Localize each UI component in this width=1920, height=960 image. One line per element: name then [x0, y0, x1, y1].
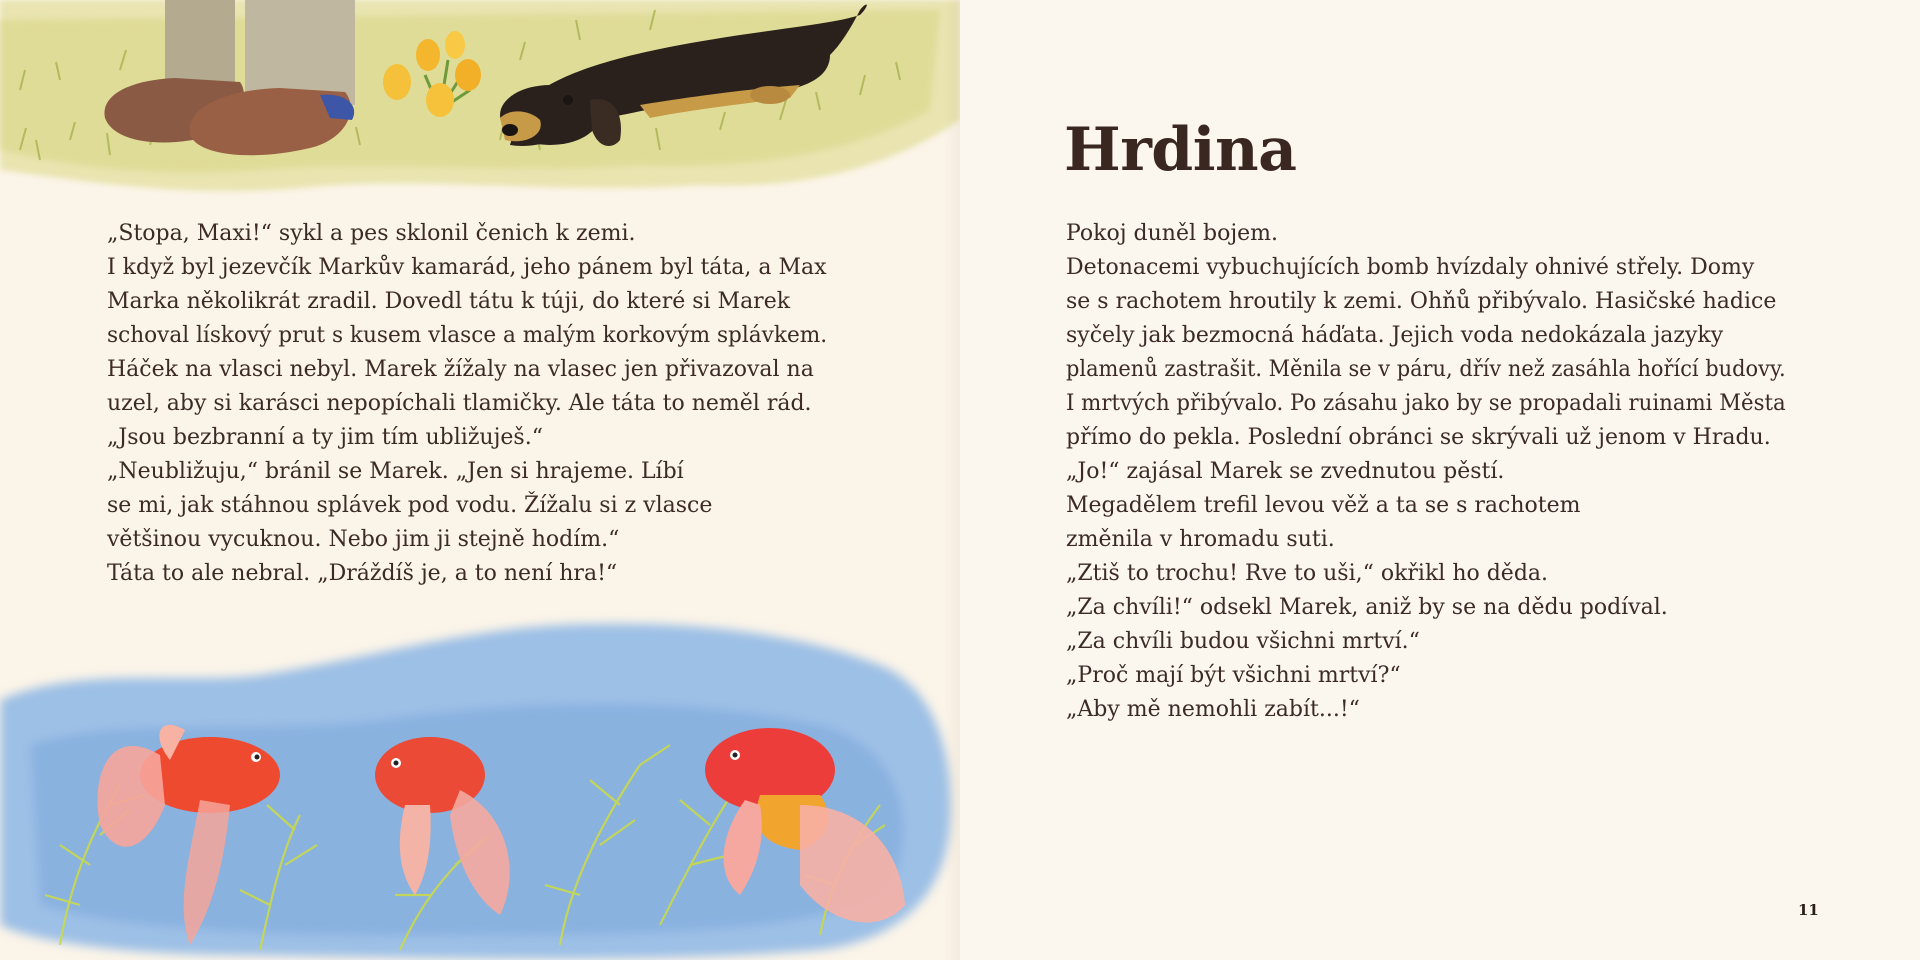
page-number: 11	[1798, 901, 1819, 919]
meadow-dog-illustration	[0, 0, 960, 200]
text-line: se s rachotem hroutily k zemi. Ohňů přibývalo. Hasičské hadice	[1066, 289, 1777, 314]
text-line: „Neubližuju,“ bránil se Marek. „Jen si hrajeme. Líbí	[107, 459, 684, 484]
right-page	[960, 0, 1920, 960]
text-line: „Proč mají být všichni mrtví?“	[1066, 663, 1401, 688]
text-line: změnila v hromadu suti.	[1066, 527, 1335, 552]
text-line: „Ztiš to trochu! Rve to uši,“ okřikl ho děda.	[1066, 561, 1549, 586]
text-line: Detonacemi vybuchujících bomb hvízdaly ohnivé střely. Domy	[1066, 255, 1755, 280]
text-line: schoval lískový prut s kusem vlasce a malým korkovým splávkem.	[107, 323, 828, 348]
text-line: Táta to ale nebral. „Dráždíš je, a to není hra!“	[107, 561, 618, 586]
text-line: I mrtvých přibývalo. Po zásahu jako by se propadali ruinami Města	[1066, 391, 1786, 416]
text-line: I když byl jezevčík Markův kamarád, jeho pánem byl táta, a Max	[107, 255, 827, 280]
text-line: uzel, aby si karásci nepopíchali tlamičky. Ale táta to neměl rád.	[107, 391, 812, 416]
text-line: Megadělem trefil levou věž a ta se s rachotem	[1066, 493, 1581, 518]
text-line: syčely jak bezmocná háďata. Jejich voda nedokázala jazyky	[1066, 323, 1724, 348]
text-line: Marka několikrát zradil. Dovedl tátu k túji, do které si Marek	[107, 289, 791, 314]
goldfish-pond-illustration	[0, 605, 960, 960]
right-page-text	[1066, 217, 1823, 727]
chapter-title: Hrdina	[1064, 115, 1297, 185]
text-line: Pokoj duněl bojem.	[1066, 221, 1279, 246]
text-line: „Jsou bezbranní a ty jim tím ubližuješ.“	[107, 425, 543, 450]
text-line: se mi, jak stáhnou splávek pod vodu. Žížalu si z vlasce	[107, 493, 713, 518]
text-line: většinou vycuknou. Nebo jim ji stejně hodím.“	[107, 527, 620, 552]
text-line: „Stopa, Maxi!“ sykl a pes sklonil čenich k zemi.	[107, 221, 636, 246]
left-page-text	[107, 217, 840, 591]
text-line: přímo do pekla. Poslední obránci se skrývali už jenom v Hradu.	[1066, 425, 1771, 450]
text-line: „Za chvíli!“ odsekl Marek, aniž by se na dědu podíval.	[1066, 595, 1668, 620]
text-line: „Za chvíli budou všichni mrtví.“	[1066, 629, 1420, 654]
text-line: „Aby mě nemohli zabít...!“	[1066, 697, 1360, 722]
text-line: plamenů zastrašit. Měnila se v páru, dřív než zasáhla hořící budovy.	[1066, 357, 1786, 382]
text-line: „Jo!“ zajásal Marek se zvednutou pěstí.	[1066, 459, 1505, 484]
text-line: Háček na vlasci nebyl. Marek žížaly na vlasec jen přivazoval na	[107, 357, 814, 382]
